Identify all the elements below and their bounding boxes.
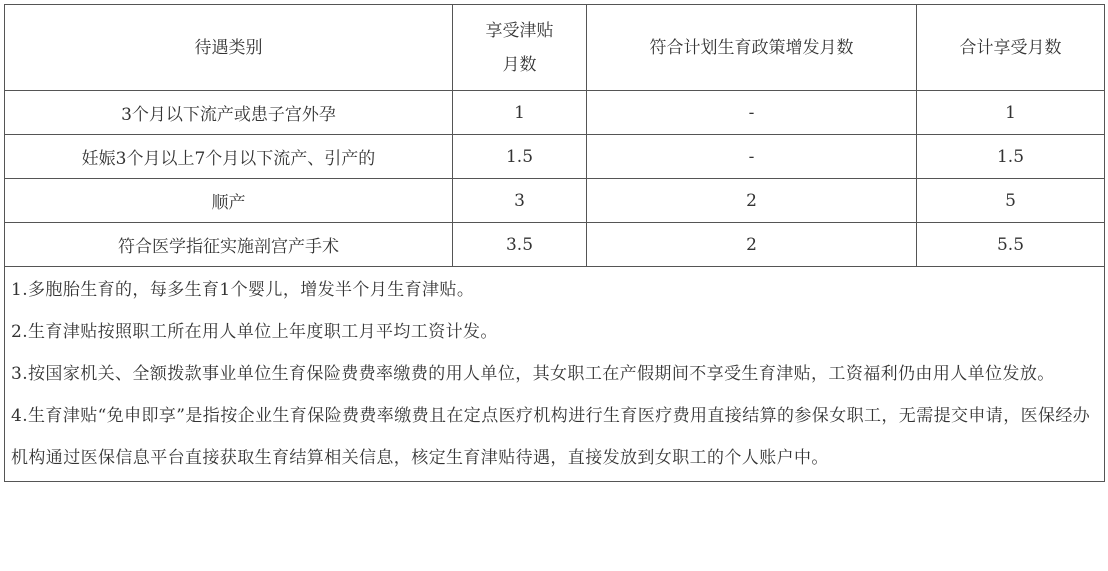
table-header-row <box>5 5 1105 91</box>
cell-extra: - <box>587 91 917 135</box>
cell-allowance: 3.5 <box>453 223 587 267</box>
note-item: 3.按国家机关、全额拨款事业单位生育保险费费率缴费的用人单位，其女职工在产假期间不享受生育津贴，工资福利仍由用人单位发放。 <box>11 364 1055 384</box>
cell-total: 1.5 <box>917 135 1105 179</box>
cell-extra: - <box>587 135 917 179</box>
header-allowance-months <box>453 5 587 91</box>
cell-allowance: 1.5 <box>453 135 587 179</box>
notes-row <box>5 267 1105 482</box>
cell-category: 符合医学指征实施剖宫产手术 <box>5 223 453 267</box>
header-allowance-months-line1: 享受津贴 <box>485 20 554 41</box>
header-extra-months: 符合计划生育政策增发月数 <box>587 5 917 91</box>
cell-category: 3个月以下流产或患子宫外孕 <box>5 91 453 135</box>
cell-category: 妊娠3个月以上7个月以下流产、引产的 <box>5 135 453 179</box>
cell-total: 5 <box>917 179 1105 223</box>
cell-extra: 2 <box>587 223 917 267</box>
note-item: 4.生育津贴“免申即享”是指按企业生育保险费费率缴费且在定点医疗机构进行生育医疗费用直接结算的参保女职工，无需提交申请，医保经办机构通过医保信息平台直接获取生育结算相关信息，核定生育津贴待遇，直接发放到女职工的个人账户中。 <box>11 406 1091 468</box>
cell-extra: 2 <box>587 179 917 223</box>
notes-cell <box>5 267 1105 482</box>
table-row <box>5 91 1105 135</box>
benefit-table-container <box>4 4 1104 482</box>
cell-total: 1 <box>917 91 1105 135</box>
cell-allowance: 3 <box>453 179 587 223</box>
maternity-allowance-table <box>4 4 1105 482</box>
note-item: 1.多胞胎生育的，每多生育1个婴儿，增发半个月生育津贴。 <box>11 280 475 300</box>
cell-category: 顺产 <box>5 179 453 223</box>
table-row <box>5 135 1105 179</box>
header-category: 待遇类别 <box>5 5 453 91</box>
cell-total: 5.5 <box>917 223 1105 267</box>
table-row <box>5 179 1105 223</box>
table-row <box>5 223 1105 267</box>
header-allowance-months-line2: 月数 <box>502 54 537 75</box>
cell-allowance: 1 <box>453 91 587 135</box>
header-total-months: 合计享受月数 <box>917 5 1105 91</box>
note-item: 2.生育津贴按照职工所在用人单位上年度职工月平均工资计发。 <box>11 322 498 342</box>
